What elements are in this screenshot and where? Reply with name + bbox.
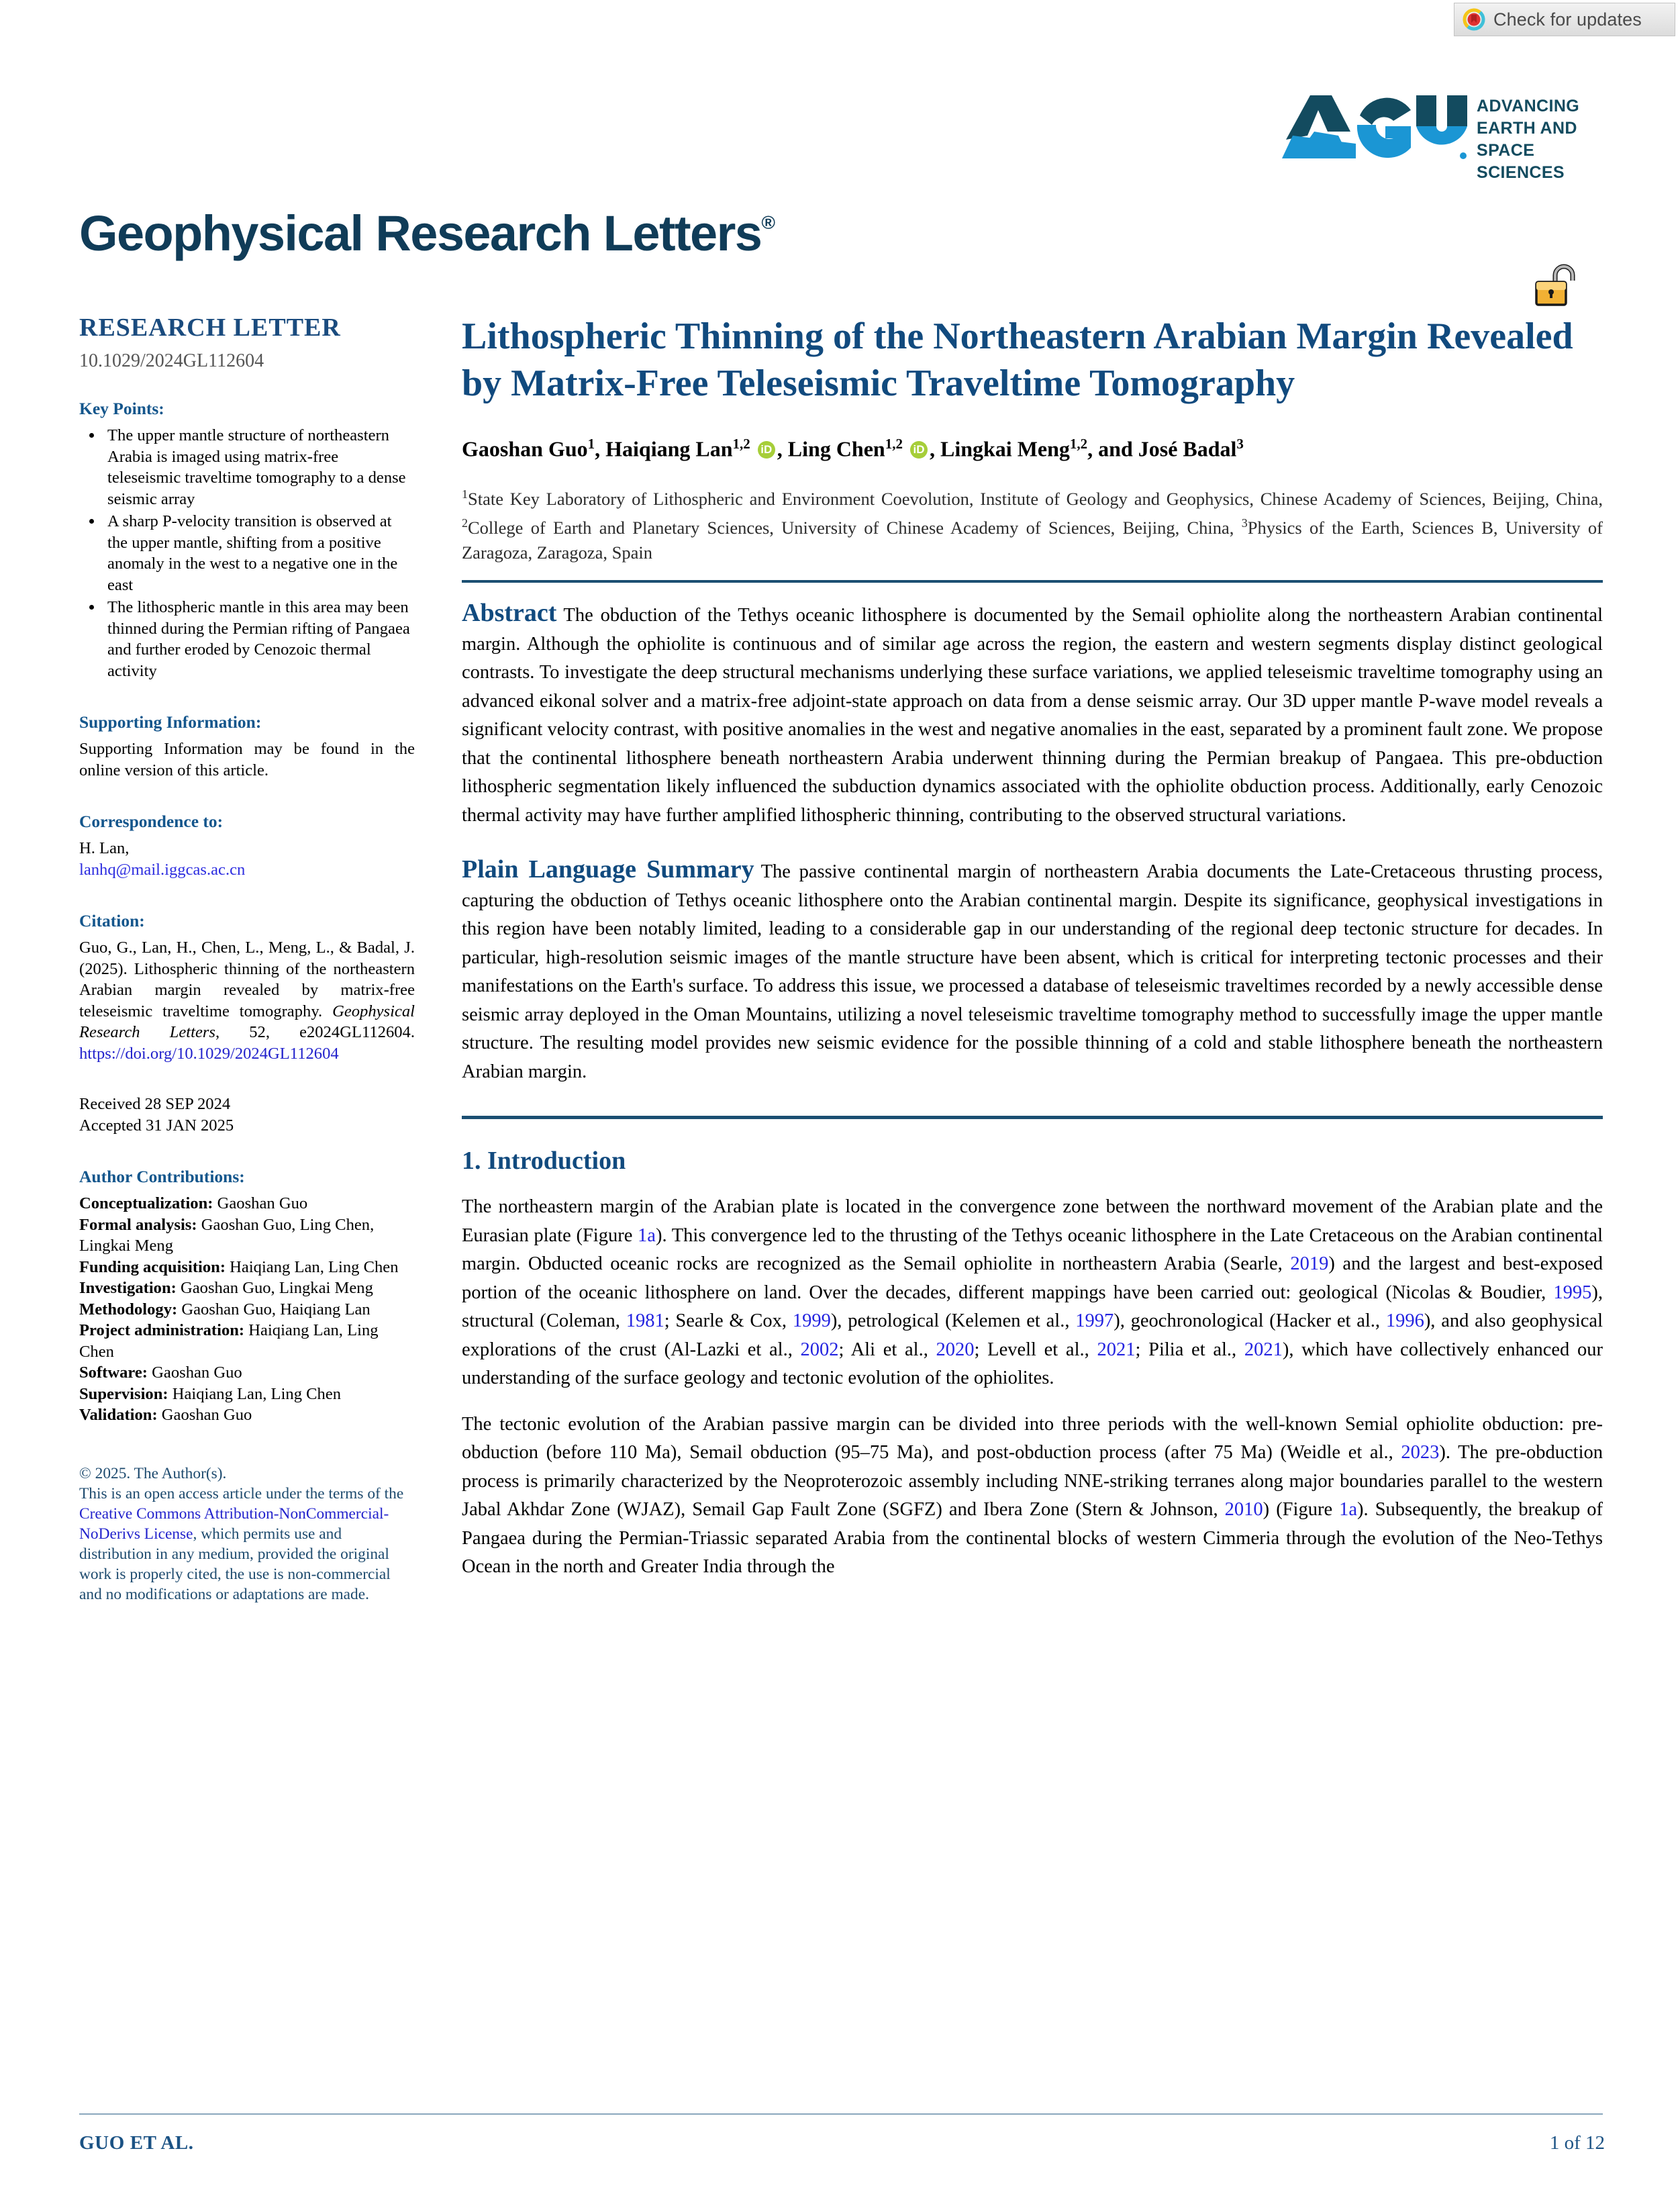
agu-tagline-line-2: EARTH AND (1477, 119, 1577, 138)
contribution-role: Funding acquisition: (79, 1257, 226, 1276)
copyright-line: © 2025. The Author(s). (79, 1464, 227, 1482)
contribution-role: Investigation: (79, 1279, 177, 1297)
contribution-role: Validation: (79, 1406, 158, 1424)
citation-volume: , 52, e2024GL112604. (215, 1023, 415, 1041)
sidebar (79, 313, 415, 1604)
footer-running-head: GUO ET AL. (79, 2132, 194, 2154)
contribution-role: Software: (79, 1363, 148, 1382)
introduction-paragraph-1: The northeastern margin of the Arabian plate is located in the convergence zone between the northward movement of the Arabian plate and the Eurasian plate (Figure 1a). This convergence led to the thrusting of the Tethys oceanic lithosphere in the Late Cretaceous on the Arabian continental margin. Obducted oceanic rocks are recognized as the Semail ophiolite in northeastern Arabia (Searle, 2019) and the largest and best-exposed portion of the oceanic lithosphere on land. Over the decades, different mappings have been carried out: geological (Nicolas & Boudier, 1995), structural (Coleman, 1981; Searle & Cox, 1999), petrological (Kelemen et al., 1997), geochronological (Hacker et al., 1996), and also geophysical explorations of the crust (Al-Lazki et al., 2002; Ali et al., 2020; Levell et al., 2021; Pilia et al., 2021), which have collectively enhanced our understanding of the surface geology and tectonic evolution of the ophiolites. (462, 1196, 1603, 1389)
key-point-item: • The lithospheric mantle in this area may been thinned during the Permian rifting of Pangaea and further eroded by Cenozoic thermal activity (103, 597, 415, 681)
agu-tagline-line-3: SPACE SCIENCES (1477, 141, 1565, 182)
article-type-kicker: RESEARCH LETTER (79, 314, 341, 342)
check-for-updates-badge[interactable] (1454, 3, 1675, 36)
contribution-role: Conceptualization: (79, 1194, 213, 1212)
citation-heading: Citation: (79, 911, 145, 930)
supporting-information-text: Supporting Information may be found in the online version of this article. (79, 740, 415, 779)
footer-page-number: 1 of 12 (1549, 2132, 1605, 2154)
correspondence-heading: Correspondence to: (79, 812, 224, 831)
agu-wordmark-icon (1281, 91, 1469, 166)
key-point-item: • The upper mantle structure of northeastern Arabia is imaged using matrix-free teleseismic traveltime tomography to a dense seismic array (103, 425, 415, 510)
received-date: Received 28 SEP 2024 (79, 1095, 231, 1113)
contribution-names: Gaoshan Guo (148, 1363, 242, 1382)
contribution-role: Formal analysis: (79, 1215, 197, 1234)
agu-tagline-line-1: ADVANCING (1477, 97, 1580, 115)
citation-authors: Guo, G., Lan, H., Chen, L., Meng, L., & Badal, J. (2025). Lithospheric thinning of the northeastern Arabian margin revealed by matrix-free teleseismic traveltime tomography. (79, 939, 415, 1020)
contribution-names: Haiqiang Lan, Ling Chen (226, 1257, 399, 1276)
contribution-role: Project administration: (79, 1321, 245, 1339)
contribution-role: Supervision: (79, 1384, 168, 1403)
citation-journal: Geophysical Research Letters (79, 1002, 415, 1041)
correspondence-name: H. Lan, (79, 839, 130, 857)
journal-name: Geophysical Research Letters (79, 205, 762, 261)
key-points-heading: Key Points: (79, 399, 164, 418)
divider-above-introduction (462, 1116, 1603, 1119)
check-for-updates-label: Check for updates (1493, 9, 1642, 30)
crossmark-icon (1463, 8, 1485, 31)
page-title: Lithospheric Thinning of the Northeastern Arabian Margin Revealed by Matrix-Free Teleseismic Traveltime Tomography (462, 316, 1573, 404)
registered-mark: ® (761, 212, 775, 233)
footer-divider (79, 2113, 1603, 2115)
introduction-paragraph-2: The tectonic evolution of the Arabian passive margin can be divided into three periods with the well-known Semial ophiolite obduction: pre-obduction (before 110 Ma), Semail obduction (95–75 Ma), and post-obduction process (after 75 Ma) (Weidle et al., 2023). The pre-obduction process is primarily characterized by the Neoproterozoic assembly including NNE-striking terranes along major boundaries parallel to the western Jabal Akhdar Zone (WJAZ), Semail Gap Fault Zone (SGFZ) and Ibera Zone (Stern & Johnson, 2010) (Figure 1a). Subsequently, the breakup of Pangaea during the Permian-Triassic separated Arabia from the continental blocks of western Cimmeria through the evolution of the Neo-Tethys Ocean in the north and Greater India through the (462, 1413, 1603, 1578)
open-access-lock-icon (1532, 262, 1581, 314)
agu-tagline (1477, 95, 1603, 184)
contribution-names: Haiqiang Lan, Ling Chen (79, 1321, 379, 1361)
license-text-before: This is an open access article under the terms of the (79, 1484, 404, 1502)
author-contributions-heading: Author Contributions: (79, 1167, 245, 1186)
doi-short: 10.1029/2024GL112604 (79, 350, 264, 371)
received-accepted-dates (79, 1094, 415, 1136)
plain-language-summary-label: Plain Language Summary (462, 855, 754, 884)
abstract-label: Abstract (462, 599, 557, 628)
contribution-role: Methodology: (79, 1300, 178, 1319)
contribution-names: Gaoshan Guo (157, 1406, 252, 1424)
author-list: Gaoshan Guo$^1$, Haiqiang Lan$^{1,2}$ iD , Ling Chen$^{1,2}$ iD , Lingkai Meng$^{1,2}$, and José Badal$^3$ (462, 430, 1603, 463)
correspondence-email-link[interactable]: lanhq@mail.iggcas.ac.cn (79, 860, 246, 879)
divider-above-abstract (462, 580, 1603, 583)
abstract-text: The obduction of the Tethys oceanic lithosphere is documented by the Semail ophiolite along the northeastern Arabian continental margin. Although the ophiolite is continuous and of similar age across the region, the eastern and western segments display distinct geological contrasts. To investigate the deep structural mechanisms underlying these surface variations, we applied teleseismic traveltime tomography using an advanced eikonal solver and a matrix-free adjoint-state approach on data from a dense seismic array. Our 3D upper mantle P-wave model reveals a significant velocity contrast, with positive anomalies in the west and negative anomalies in the east, separated by a prominent fault zone. We propose that the continental lithosphere beneath northeastern Arabia underwent thinning during the Permian breakup of Pangaea. This pre-obduction lithospheric segmentation likely influenced the subduction dynamics associated with the ophiolite obduction process. Additionally, early Cenozoic thermal activity may have further amplified lithospheric thinning, contributing to the observed structural variations. (462, 605, 1603, 826)
license-text-after: , which permits use and distribution in any medium, provided the original work is properly cited, the use is non-commercial and no modifications or adaptations are made. (79, 1525, 391, 1603)
contribution-names: Gaoshan Guo, Ling Chen, Lingkai Meng (79, 1215, 375, 1255)
supporting-information-heading: Supporting Information: (79, 712, 262, 732)
license-link[interactable]: Creative Commons Attribution-NonCommercial-NoDerivs License (79, 1504, 389, 1543)
affiliations: $^1$State Key Laboratory of Lithospheric and Environment Coevolution, Institute of Geology and Geophysics, Chinese Academy of Sciences, Beijing, China, $^2$College of Earth and Planetary Sciences, University of Chinese Academy of Sciences, Beijing, China, $^3$Physics of the Earth, Sciences B, University of Zaragoza, Zaragoza, Spain (462, 487, 1603, 563)
accepted-date: Accepted 31 JAN 2025 (79, 1116, 234, 1135)
plain-language-summary-block (462, 855, 1603, 1086)
agu-logo (1281, 91, 1603, 182)
license-block (79, 1464, 415, 1604)
contribution-names: Gaoshan Guo, Haiqiang Lan (177, 1300, 370, 1319)
journal-masthead (79, 205, 775, 262)
contribution-names: Haiqiang Lan, Ling Chen (168, 1384, 342, 1403)
citation-doi-link[interactable]: https://doi.org/10.1029/2024GL112604 (79, 1044, 339, 1063)
author-contributions-list (79, 1193, 415, 1426)
citation-text (79, 937, 415, 1064)
plain-language-summary-text: The passive continental margin of northeastern Arabia documents the Late-Cretaceous thrusting process, capturing the obduction of Tethys oceanic lithosphere onto the Arabian continental margin. Despite its significance, geophysical investigations in this region have been notably limited, leading to a considerable gap in our understanding of the regional deep tectonic structure for decades. In particular, high-resolution seismic images of the mantle structure have been absent, which is critical for interpreting tectonic processes and their manifestations on the Earth's surface. To address this issue, we processed a database of teleseismic traveltimes recorded by a newly accessible dense seismic array deployed in the Oman Mountains, utilizing a novel teleseismic traveltime tomography method to successfully image the upper mantle structure. The resulting model provides new seismic evidence for the possible thinning of a cold and stable lithosphere beneath the northeastern Arabian margin. (462, 861, 1603, 1082)
key-point-item: • A sharp P-velocity transition is observed at the upper mantle, shifting from a positive anomaly in the west to a negative one in the east (103, 511, 415, 595)
contribution-names: Gaoshan Guo (213, 1194, 308, 1212)
key-points-list (83, 425, 415, 681)
contribution-names: Gaoshan Guo, Lingkai Meng (176, 1279, 373, 1297)
abstract-block (462, 599, 1603, 830)
section-heading-introduction: 1. Introduction (462, 1147, 626, 1176)
main-content (462, 313, 1603, 1599)
